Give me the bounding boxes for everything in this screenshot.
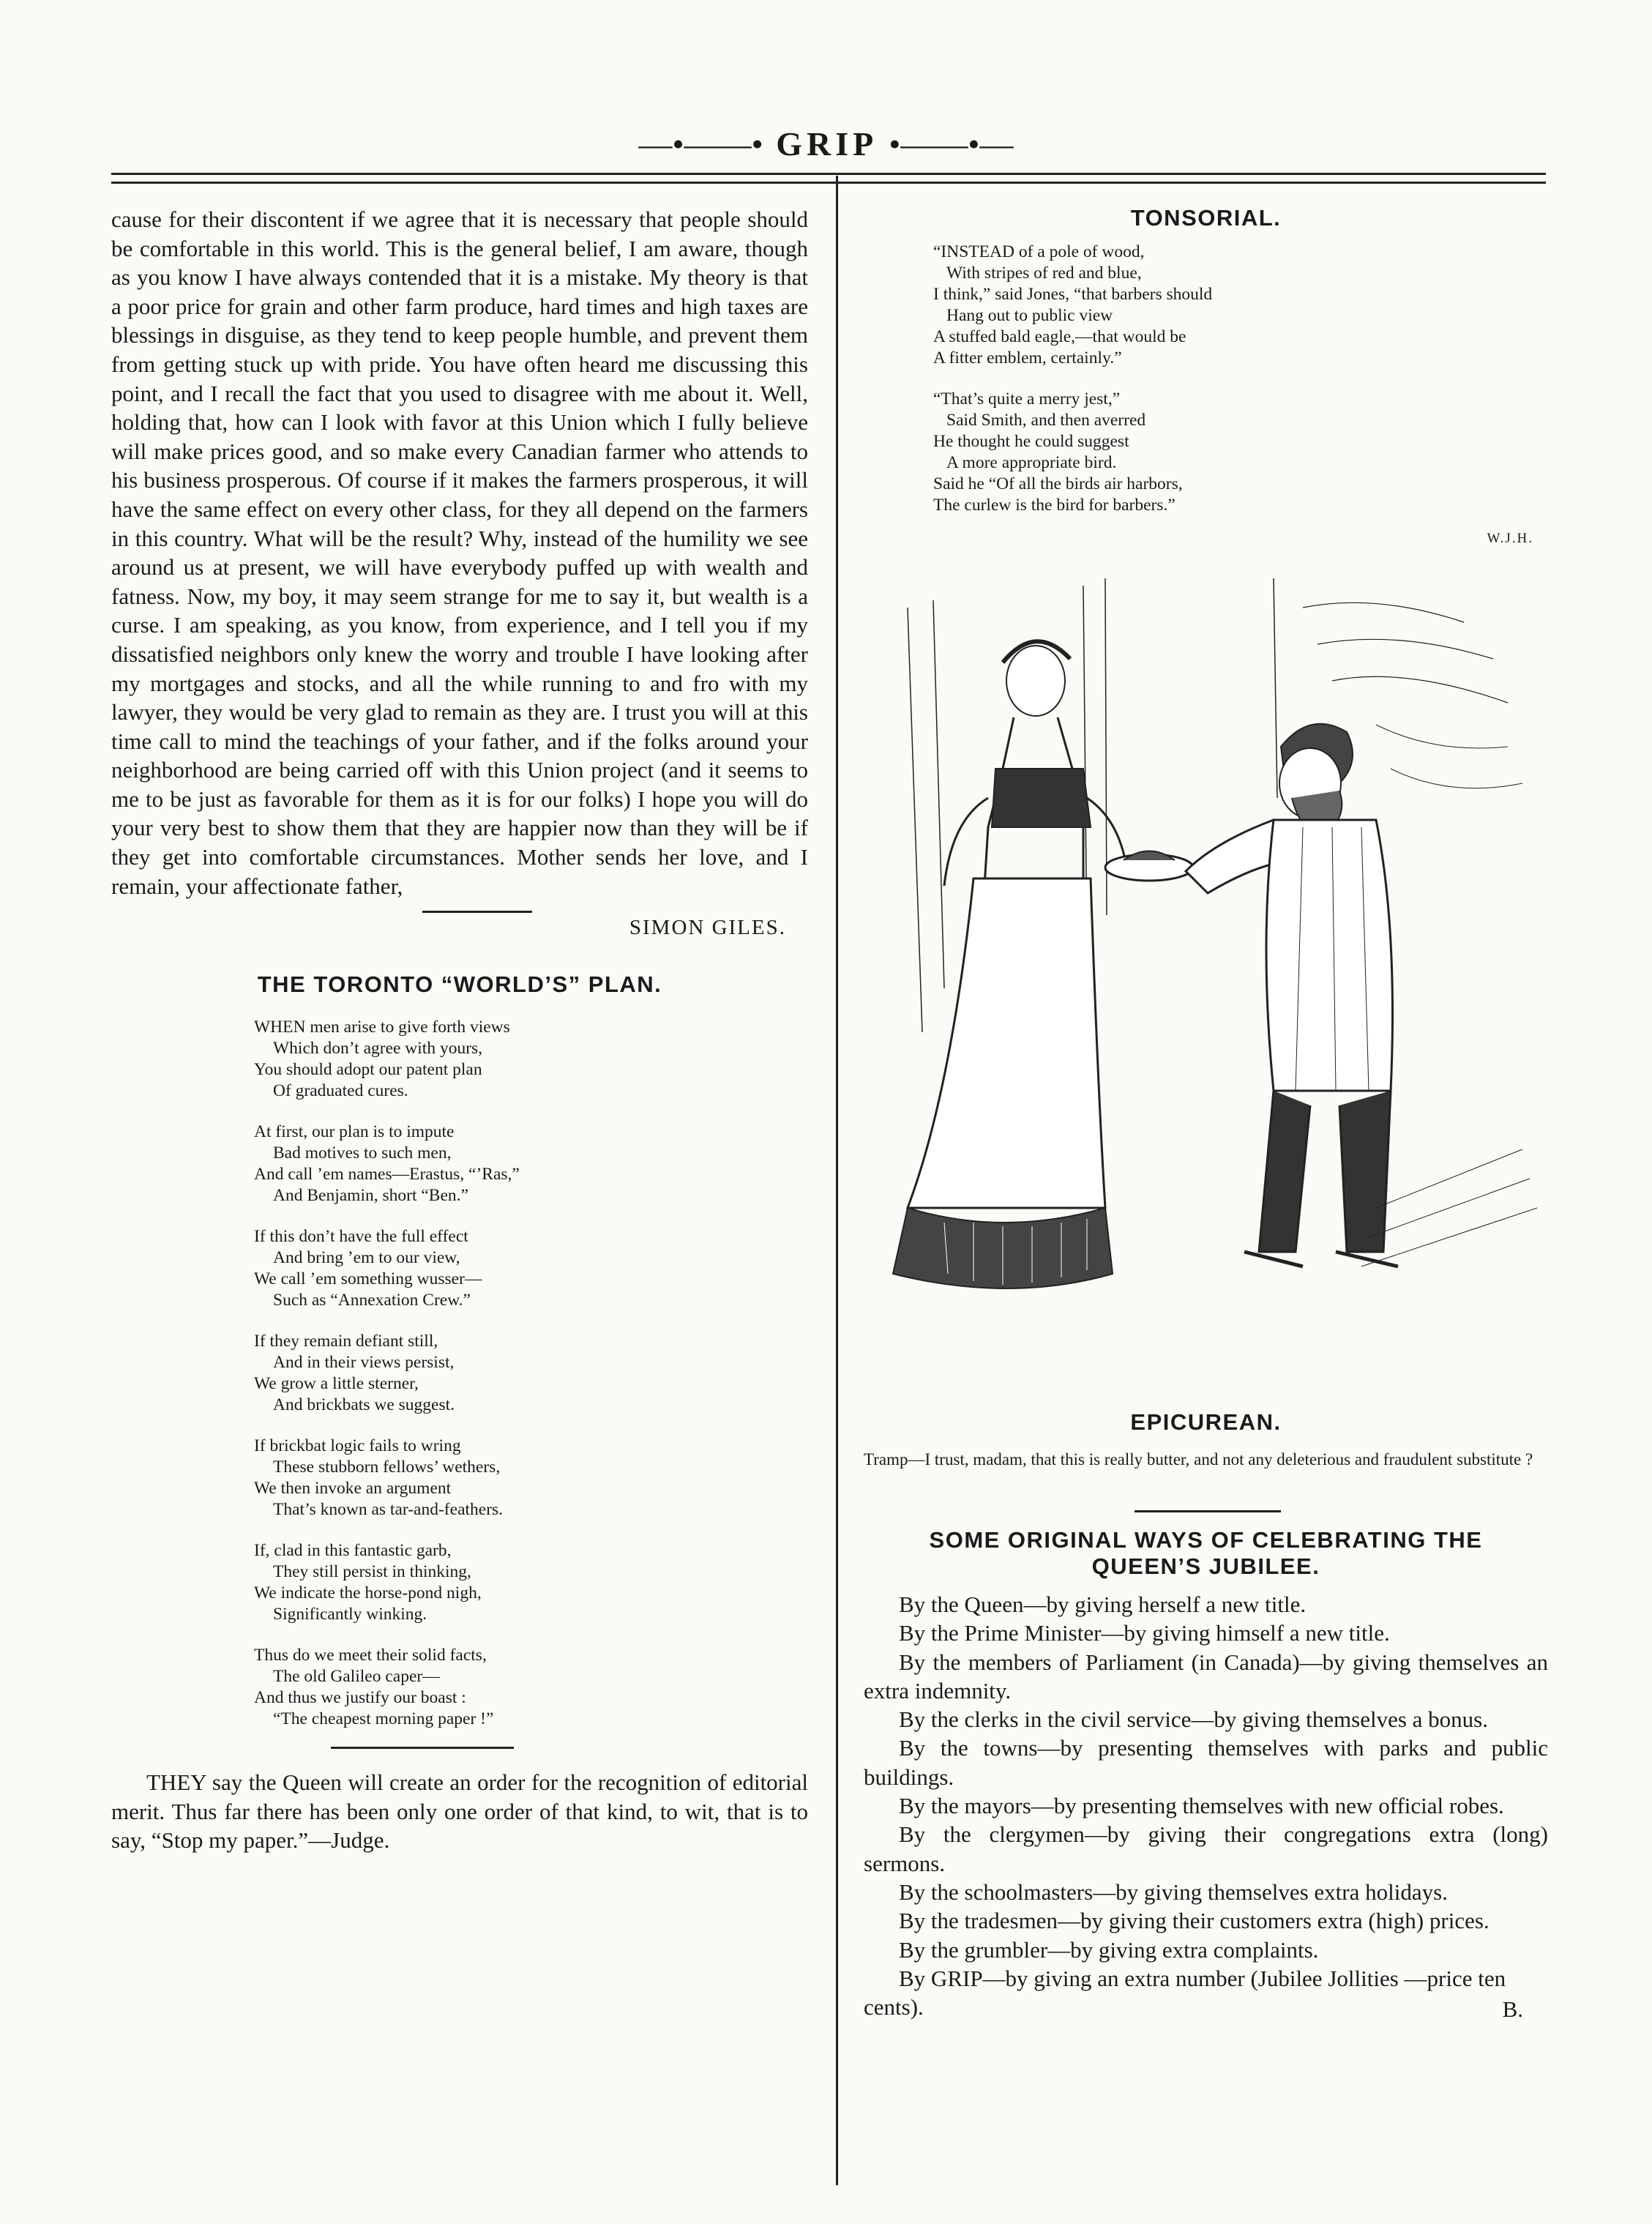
jubilee-list-item: By the Prime Minister—by giving himself a new title.	[899, 1620, 1390, 1646]
poem-line: Thus do we meet their solid facts,	[254, 1646, 487, 1665]
poem-stanza	[254, 1017, 808, 1102]
poem-stanza	[254, 1645, 808, 1730]
poem-line: That’s known as tar-and-feathers.	[273, 1500, 504, 1520]
jubilee-list-item: By GRIP—by giving an extra number (Jubilee Jollities —price ten cents).	[864, 1965, 1506, 2020]
poem-line: “INSTEAD of a pole of wood,	[933, 242, 1145, 261]
poem-line: If this don’t have the full effect	[254, 1227, 468, 1247]
poem-line: And call ’em names—Erastus, “’Ras,”	[254, 1165, 520, 1184]
poem-line: A more appropriate bird.	[946, 453, 1117, 472]
poem-line: The old Galileo caper—	[273, 1667, 440, 1687]
letter-body: cause for their discontent if we agree that it is necessary that people should be comfortable in this world. This is the general belief, I am aware, though as you know I have always contended that it is a mistake. My theory is that a poor price for grain and other farm produce, hard times and high taxes are blessings in disguise, as they tend to keep people humble, and prevent them from getting stuck up with pride. You have often heard me discussing this point, and I recall the fact that you used to disagree with me about it. Well, holding that, how can I look with favor at this Union which I fully believe will make prices good, and so make every Canadian farmer who attends to his business prosperous. Of course if it makes the farmers prosperous, it will have the same effect on every other class, for they all depend on the farmers in this country. What will be the result? Why, instead of the humility we see around us at present, we will have everybody puffed up with wealth and fatness. Now, my boy, it may seem strange for me to say it, but wealth is a curse. I am speaking, as you know, from experience, and I tell you if my dissatisfied neighbors only knew the worry and trouble I have looking after my mortgages and stocks, and all the while running to and fro with my lawyer, they would be very glad to remain as they are. I trust you will at this time call to mind the teachings of your father, and if the folks around your neighborhood are being carried off with this Union project (and it seems to me to be just as favorable for them as it is for our folks) I hope you will do your very best to show them that they are happier now than they will be if they get into comfortable circumstances. Mother sends her love, and I remain, your affectionate father,	[111, 206, 808, 899]
poem-line: A stuffed bald eagle,—that would be	[933, 327, 1186, 346]
closing-paragraph: THEY say the Queen will create an order for the recognition of editorial merit. Thus far there has been only one order of that kind, to wit, that is to say, “Stop my paper.”—Judge.	[111, 1769, 808, 1854]
poem-end-rule	[331, 1747, 514, 1749]
poem-line: We call ’em something wusser—	[254, 1269, 482, 1289]
poem-stanza	[933, 242, 1548, 369]
poem-line: WHEN men arise to give forth views	[254, 1018, 510, 1037]
poem-line: A fitter emblem, certainly.”	[933, 348, 1122, 367]
poem-line: These stubborn fellows’ wethers,	[273, 1458, 501, 1477]
jubilee-title-line2: QUEEN’S JUBILEE.	[1091, 1553, 1320, 1579]
illustration-caption: Tramp—I trust, madam, that this is really butter, and not any deleterious and fraudulent substitute ?	[864, 1450, 1533, 1469]
poem-line: And Benjamin, short “Ben.”	[273, 1186, 468, 1206]
poem-line: If brickbat logic fails to wring	[254, 1436, 461, 1456]
jubilee-list-item: By the towns—by presenting themselves with parks and public buildings.	[864, 1735, 1548, 1790]
right-column	[864, 205, 1548, 2023]
verse-title: TONSORIAL.	[1130, 205, 1282, 231]
poem-stanza	[254, 1540, 808, 1625]
poem-stanza	[254, 1226, 808, 1311]
poem-line: And in their views persist,	[273, 1353, 455, 1373]
jubilee-list-item: By the clergymen—by giving their congregations extra (long) sermons.	[864, 1821, 1548, 1876]
poem-line: You should adopt our patent plan	[254, 1060, 482, 1080]
poem-line: Hang out to public view	[946, 306, 1113, 325]
tray	[1105, 851, 1193, 881]
illustration-title: EPICUREAN.	[1130, 1409, 1282, 1435]
verse-initials: W.J.H.	[1487, 531, 1533, 546]
poem-line: Such as “Annexation Crew.”	[273, 1291, 471, 1310]
poem-line: And bring ’em to our view,	[273, 1248, 460, 1268]
poem-line: He thought he could suggest	[933, 432, 1129, 451]
poem-line: Said Smith, and then averred	[946, 411, 1146, 430]
maid-figure	[893, 641, 1127, 1288]
poem-line: Significantly winking.	[273, 1605, 427, 1624]
poem-stanza	[933, 389, 1548, 516]
jubilee-section	[864, 1527, 1548, 2021]
poem-line: Bad motives to such men,	[273, 1143, 452, 1163]
jubilee-signature: B.	[1502, 1996, 1523, 2023]
poem-line: At first, our plan is to impute	[254, 1122, 455, 1142]
masthead-ornament-right: •——•—	[889, 125, 1014, 163]
epicurean-illustration	[864, 578, 1548, 1391]
jubilee-title-line1: SOME ORIGINAL WAYS OF CELEBRATING THE	[929, 1527, 1483, 1553]
poem-line: And thus we justify our boast :	[254, 1688, 466, 1708]
column-divider	[836, 176, 838, 2185]
poem-world-plan	[254, 1017, 808, 1730]
tramp-figure	[1186, 724, 1398, 1266]
jubilee-list-item: By the schoolmasters—by giving themselves extra holidays.	[899, 1878, 1448, 1905]
poem-line: We indicate the horse-pond nigh,	[254, 1583, 482, 1603]
poem-line: With stripes of red and blue,	[946, 264, 1142, 283]
poem-stanza	[254, 1331, 808, 1416]
masthead-ornament-left: —•——•	[638, 125, 763, 163]
poem-line: If, clad in this fantastic garb,	[254, 1541, 452, 1561]
poem-stanza	[254, 1436, 808, 1520]
poem-line: They still persist in thinking,	[273, 1562, 471, 1582]
masthead-title: GRIP	[776, 125, 876, 163]
jubilee-list	[864, 1590, 1548, 2021]
poem-line: We grow a little sterner,	[254, 1374, 419, 1394]
jubilee-list-item: By the clerks in the civil service—by giving themselves a bonus.	[899, 1706, 1488, 1733]
poem-line: Said he “Of all the birds air harbors,	[933, 474, 1183, 493]
poem-line: The curlew is the bird for barbers.”	[933, 496, 1176, 515]
poem-line: I think,” said Jones, “that barbers should	[933, 285, 1213, 304]
poem-line: We then invoke an argument	[254, 1479, 452, 1499]
poem-line: If they remain defiant still,	[254, 1332, 438, 1351]
header-rule-top	[111, 173, 1546, 175]
header-rule-bottom	[111, 182, 1546, 184]
jubilee-list-item: By the members of Parliament (in Canada)—by giving themselves an extra indemnity.	[864, 1649, 1548, 1704]
poem-line: “The cheapest morning paper !”	[273, 1709, 494, 1729]
poem-line: And brickbats we suggest.	[273, 1395, 455, 1415]
poem-title: THE TORONTO “WORLD’S” PLAN.	[257, 971, 662, 998]
section-rule	[1135, 1510, 1281, 1512]
masthead	[0, 124, 1652, 163]
jubilee-list-item: By the Queen—by giving herself a new title.	[899, 1591, 1307, 1617]
poem-line: Of graduated cures.	[273, 1081, 408, 1101]
poem-line: “That’s quite a merry jest,”	[933, 389, 1121, 408]
jubilee-list-item: By the mayors—by presenting themselves with new official robes.	[899, 1793, 1504, 1819]
poem-tonsorial	[933, 242, 1548, 516]
jubilee-list-item: By the grumbler—by giving extra complaints.	[899, 1936, 1319, 1963]
poem-line: Which don’t agree with yours,	[273, 1039, 483, 1059]
jubilee-list-item: By the tradesmen—by giving their customers extra (high) prices.	[899, 1908, 1490, 1934]
poem-stanza	[254, 1122, 808, 1206]
letter-signature: SIMON GILES.	[629, 916, 786, 940]
left-column	[111, 205, 808, 1855]
